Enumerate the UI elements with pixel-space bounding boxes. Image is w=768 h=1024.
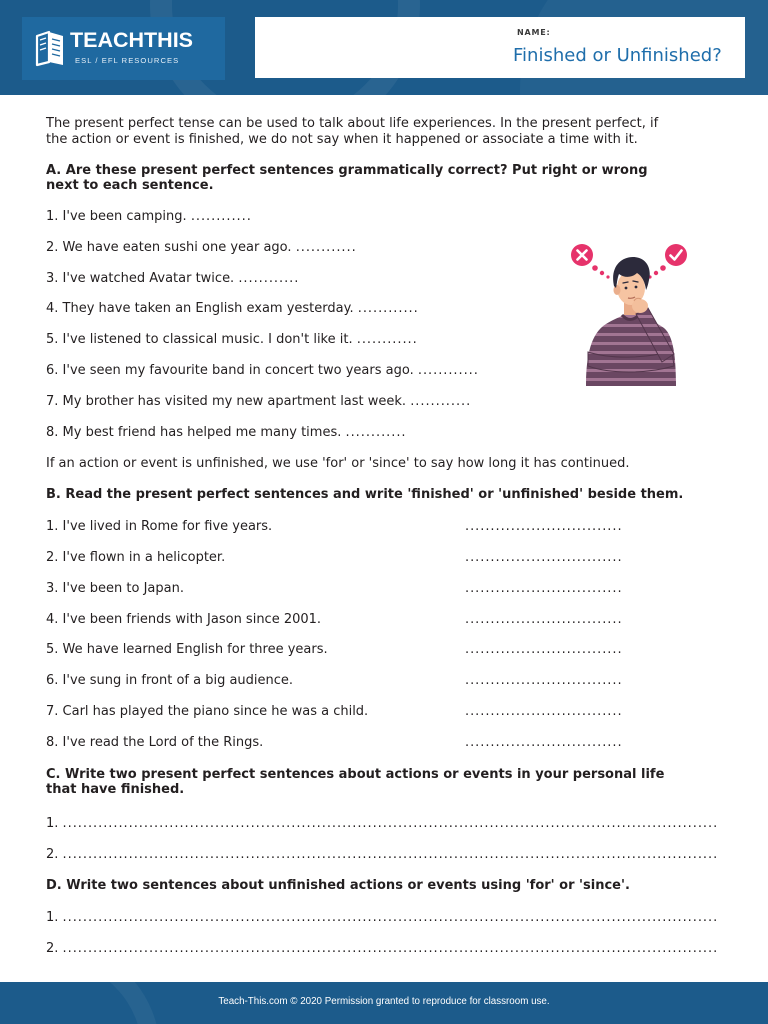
heading-line: A. Are these present perfect sentences grammatically correct? Put right or wrong (46, 163, 648, 178)
item-number: 3. (46, 580, 59, 596)
item-sentence: I've watched Avatar twice. (62, 270, 235, 286)
item-number: 2. (46, 549, 59, 565)
item-number: 2. (46, 940, 59, 956)
answer-blank: ............ (295, 239, 357, 255)
item-sentence: I've been camping. (62, 209, 187, 224)
item-sentence: I've flown in a helicopter. (62, 549, 226, 565)
intro-paragraph (46, 116, 722, 148)
section-b-item (46, 704, 722, 735)
heading-line: next to each sentence. (46, 178, 214, 193)
answer-blank: ............ (417, 362, 479, 378)
thinking-person (586, 257, 676, 386)
item-number: 1. (46, 518, 59, 534)
answer-blank: ............ (190, 209, 252, 224)
item-sentence: I've seen my favourite band in concert two years ago. (62, 362, 414, 378)
unfinished-note: If an action or event is unfinished, we use 'for' or 'since' to say how long it has continued. (46, 455, 630, 471)
answer-blank: ............................... (465, 642, 623, 658)
book-icon (35, 27, 65, 67)
section-a-item (46, 425, 722, 456)
name-label: NAME: (517, 28, 551, 37)
answer-blank: ............................... (465, 580, 623, 596)
teachthis-logo (22, 17, 225, 80)
answer-blank: ............ (357, 301, 419, 317)
item-sentence: I've read the Lord of the Rings. (62, 734, 264, 750)
item-number: 4. (46, 611, 59, 627)
item-number: 8. (46, 734, 59, 750)
item-sentence: They have taken an English exam yesterday. (62, 301, 354, 317)
item-number: 1. (46, 815, 59, 831)
header-band (0, 0, 768, 95)
section-b-item (46, 735, 722, 766)
worksheet-title: Finished or Unfinished? (513, 45, 722, 66)
answer-blank: ................................................................................................................................. (62, 940, 719, 956)
section-d-writing-lines (46, 910, 722, 972)
answer-blank: ............................... (465, 549, 623, 565)
heading-line: that have finished. (46, 782, 185, 798)
item-number: 3. (46, 270, 59, 286)
item-sentence: We have eaten sushi one year ago. (62, 239, 292, 255)
intro-line: the action or event is finished, we do not say when it happened or associate a time with it. (46, 132, 638, 147)
section-b-item (46, 550, 722, 581)
section-b-item (46, 519, 722, 550)
item-number: 2. (46, 846, 59, 862)
heading-line: C. Write two present perfect sentences about actions or events in your personal life (46, 767, 665, 783)
answer-blank: ............................... (465, 673, 623, 689)
item-sentence: I've lived in Rome for five years. (62, 518, 273, 534)
intro-line: The present perfect tense can be used to talk about life experiences. In the present perfect, if (46, 116, 659, 131)
footer-band (0, 982, 768, 1024)
section-b-item (46, 581, 722, 612)
item-sentence: My best friend has helped me many times. (62, 424, 342, 440)
writing-line (46, 910, 722, 941)
item-number: 5. (46, 642, 59, 658)
check-circle-icon (665, 244, 687, 266)
item-sentence: I've listened to classical music. I don't like it. (62, 332, 353, 348)
x-circle-icon (571, 244, 593, 266)
section-a-item (46, 394, 722, 425)
section-b-heading: B. Read the present perfect sentences and write 'finished' or 'unfinished' beside them. (46, 486, 684, 502)
section-a-item (46, 209, 722, 240)
answer-blank: ............ (356, 332, 418, 348)
item-sentence: I've sung in front of a big audience. (62, 673, 294, 689)
section-c-heading (46, 767, 722, 797)
item-number: 6. (46, 362, 59, 378)
writing-line (46, 847, 722, 878)
section-a-heading (46, 163, 722, 193)
brand-tagline: ESL / EFL RESOURCES (75, 56, 180, 65)
item-number: 8. (46, 424, 59, 440)
item-number: 7. (46, 704, 59, 720)
writing-line (46, 816, 722, 847)
answer-blank: ................................................................................................................................. (62, 909, 719, 925)
writing-line (46, 941, 722, 972)
item-number: 1. (46, 909, 59, 925)
section-c-writing-lines (46, 816, 722, 878)
brand-name: TEACHTHIS (70, 28, 194, 52)
section-d-heading: D. Write two sentences about unfinished actions or events using 'for' or 'since'. (46, 878, 630, 894)
section-b-list (46, 519, 722, 766)
item-sentence: Carl has played the piano since he was a child. (62, 704, 369, 720)
copyright-notice: Teach-This.com © 2020 Permission granted to reproduce for classroom use. (218, 996, 550, 1007)
thinking-person-icon (562, 238, 692, 390)
item-sentence: I've been to Japan. (62, 580, 184, 596)
item-number: 5. (46, 332, 59, 348)
item-number: 1. (46, 209, 59, 224)
answer-blank: ................................................................................................................................. (62, 815, 719, 831)
section-b-item (46, 642, 722, 673)
answer-blank: ............ (238, 270, 300, 286)
answer-blank: ............ (410, 393, 472, 409)
section-b-item (46, 673, 722, 704)
answer-blank: ............................... (465, 704, 623, 720)
answer-blank: ............................... (465, 734, 623, 750)
answer-blank: ............................... (465, 611, 623, 627)
answer-blank: ............ (345, 424, 407, 440)
item-sentence: I've been friends with Jason since 2001. (62, 611, 322, 627)
item-number: 4. (46, 301, 59, 317)
item-number: 7. (46, 393, 59, 409)
item-sentence: We have learned English for three years. (62, 642, 328, 658)
section-b-item (46, 612, 722, 643)
answer-blank: ................................................................................................................................. (62, 846, 719, 862)
item-number: 2. (46, 239, 59, 255)
item-sentence: My brother has visited my new apartment last week. (62, 393, 407, 409)
name-title-box (255, 17, 745, 78)
answer-blank: ............................... (465, 518, 623, 534)
item-number: 6. (46, 673, 59, 689)
